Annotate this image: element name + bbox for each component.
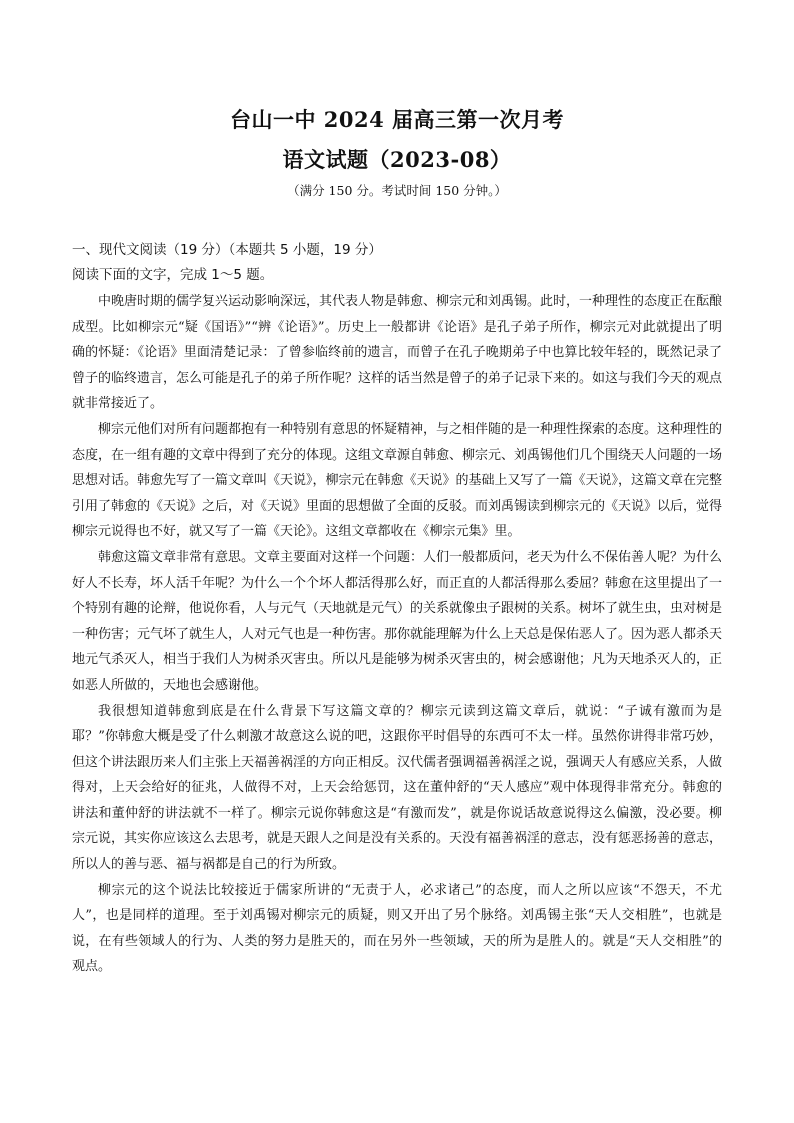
- passage-paragraph: 我很想知道韩愈到底是在什么背景下写这篇文章的？柳宗元读到这篇文章后，就说：“子诚有激而为是耶？”你韩愈大概是受了什么刺激才故意这么说的吧，这跟你平时倡导的东西可不太一样。虽然你讲得非常巧妙，但这个讲法跟历来人们主张上天福善祸淫的方向正相反。汉代儒者强调福善祸淫之说，强调天人有感应关系，人做得对，上天会给好的征兆，人做得不对，上天会给惩罚，这在董仲舒的“天人感应”观中体现得非常充分。韩愈的讲法和董仲舒的讲法就不一样了。柳宗元说你韩愈这是“有激而发”，就是你说话故意说得这么偏激，没必要。柳宗元说，其实你应该这么去思考，就是天跟人之间是没有关系的。天没有福善祸淫的意志，没有惩恶扬善的意志，所以人的善与恶、福与祸都是自己的行为所致。: [72, 703, 723, 873]
- passage-paragraph: 中晚唐时期的儒学复兴运动影响深远，其代表人物是韩愈、柳宗元和刘禹锡。此时，一种理性的态度正在酝酿成型。比如柳宗元“疑《国语》”“辨《论语》”。历史上一般都讲《论语》是孔子弟子所作，柳宗元对此就提出了明确的怀疑：《论语》里面清楚记录：了曾参临终前的遗言，而曾子在孔子晚期弟子中也算比较年轻的，既然记录了曾子的临终遗言，怎么可能是孔子的弟子所作呢？这样的话当然是曾子的弟子记录下来的。如这与我们今天的观点就非常接近了。: [72, 294, 723, 412]
- exam-time-note: （满分 150 分。考试时间 150 分钟。）: [287, 183, 507, 198]
- reading-instruction: 阅读下面的文字，完成 1～5 题。: [72, 267, 274, 283]
- passage-paragraph: 柳宗元他们对所有问题都抱有一种特别有意思的怀疑精神，与之相伴随的是一种理性探索的态度。这种理性的态度，在一组有趣的文章中得到了充分的体现。这组文章源自韩愈、柳宗元、刘禹锡他们几个围绕天人问题的一场思想对话。韩愈先写了一篇文章叫《天说》，柳宗元在韩愈《天说》的基础上又写了一篇《天说》，这篇文章在完整引用了韩愈的《天说》之后，对《天说》里面的思想做了全面的反驳。而刘禹锡读到柳宗元的《天说》以后，觉得柳宗元说得也不好，就又写了一篇《天论》。这组文章都收在《柳宗元集》里。: [72, 421, 723, 540]
- reading-passage: [72, 289, 722, 980]
- passage-paragraph: 柳宗元的这个说法比较接近于儒家所讲的“无责于人，必求诸己”的态度，而人之所以应该“不怨天，不尤人”，也是同样的道理。至于刘禹锡对柳宗元的质疑，则又开出了另个脉络。刘禹锡主张“天人交相胜”，也就是说，在有些领域人的行为、人类的努力是胜天的，而在另外一些领域，天的所为是胜人的。就是“天人交相胜”的观点。: [72, 882, 722, 975]
- exam-subject-title: 语文试题（2023-08）: [282, 147, 512, 172]
- exam-title: 台山一中 2024 届高三第一次月考: [229, 107, 565, 132]
- passage-paragraph: 韩愈这篇文章非常有意思。文章主要面对这样一个问题：人们一般都质问，老天为什么不保佑善人呢？为什么好人不长寿，坏人活千年呢？为什么一个个坏人都活得那么好，而正直的人都活得那么委屈？韩愈在这里提出了一个特别有趣的论辩，他说你看，人与元气（天地就是元气）的关系就像虫子跟树的关系。树坏了就生虫，虫对树是一种伤害；元气坏了就生人，人对元气也是一种伤害。那你就能理解为什么上天总是保佑恶人了。因为恶人都杀天地元气杀灭人，相当于我们人为树杀灭害虫。所以凡是能够为树杀灭害虫的，树会感谢他；凡为天地杀灭人的，正如恶人所做的，天地也会感谢他。: [72, 549, 723, 693]
- section-heading: 一、现代文阅读（19 分）（本题共 5 小题，19 分）: [72, 242, 382, 258]
